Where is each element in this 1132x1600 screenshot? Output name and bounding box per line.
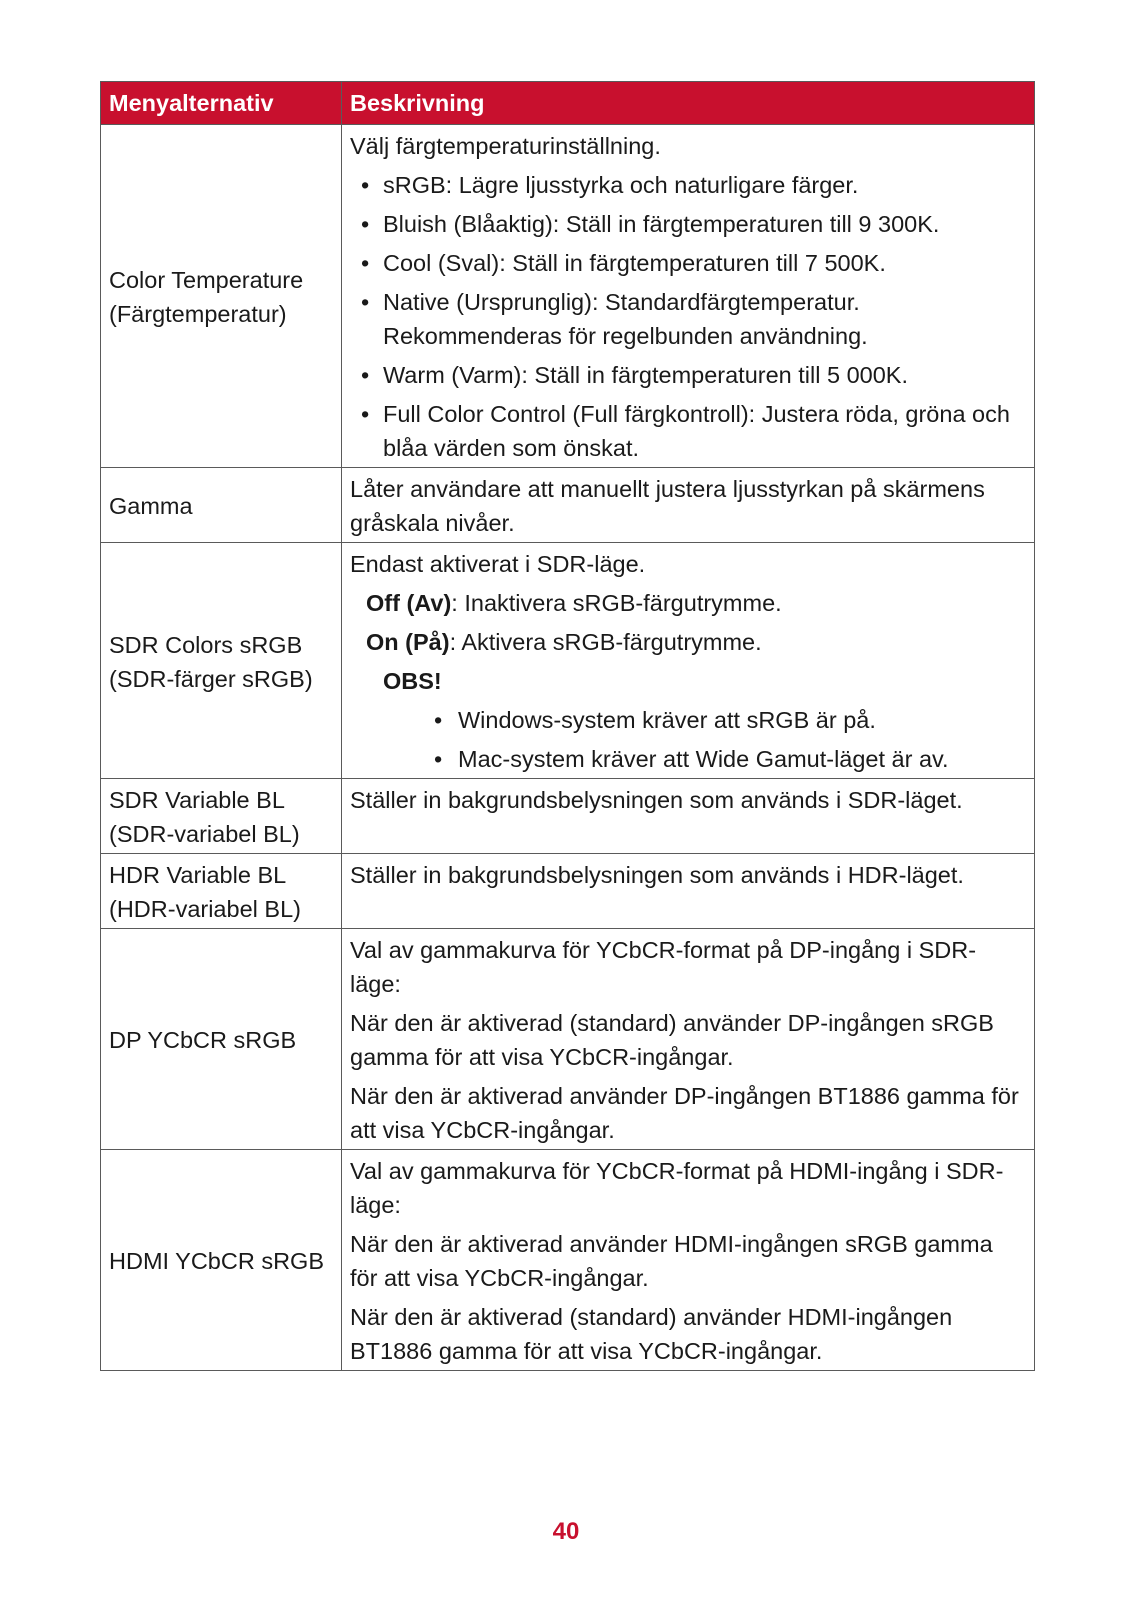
header-menu-item: Menyalternativ xyxy=(101,82,342,125)
list-item: • Windows-system kräver att sRGB är på. xyxy=(350,703,1026,737)
list-item: • sRGB: Lägre ljusstyrka och naturligare färger. xyxy=(350,168,1026,202)
header-description: Beskrivning xyxy=(342,82,1035,125)
row-desc-sdr-variable-bl: Ställer in bakgrundsbelysningen som används i SDR-läget. xyxy=(342,779,1035,854)
paragraph: Val av gammakurva för YCbCR-format på DP-ingång i SDR-läge: xyxy=(350,937,977,997)
paragraph: När den är aktiverad använder DP-ingången BT1886 gamma för att visa YCbCR-ingångar. xyxy=(350,1083,1019,1143)
row-desc-hdmi-ycbcr-srgb xyxy=(342,1150,1035,1371)
option-off: Off (Av): Inaktivera sRGB-färgutrymme. xyxy=(366,590,782,616)
paragraph: När den är aktiverad (standard) använder HDMI-ingången BT1886 gamma för att visa YCbCR-ingångar. xyxy=(350,1304,953,1364)
list-item: • Mac-system kräver att Wide Gamut-läget är av. xyxy=(350,742,1026,776)
row-desc-dp-ycbcr-srgb xyxy=(342,929,1035,1150)
note-label: OBS! xyxy=(383,668,442,694)
table-row xyxy=(101,543,1035,779)
paragraph: Val av gammakurva för YCbCR-format på HDMI-ingång i SDR-läge: xyxy=(350,1158,1004,1218)
row-name-hdmi-ycbcr-srgb: HDMI YCbCR sRGB xyxy=(101,1150,342,1371)
intro-text: Endast aktiverat i SDR-läge. xyxy=(350,551,646,577)
table-row xyxy=(101,125,1035,468)
row-name-gamma: Gamma xyxy=(101,468,342,543)
table-header-row xyxy=(101,82,1035,125)
list-item: • Bluish (Blåaktig): Ställ in färgtemperaturen till 9 300K. xyxy=(350,207,1026,241)
table-row xyxy=(101,929,1035,1150)
list-item: • Full Color Control (Full färgkontroll): Justera röda, gröna och blåa värden som önskat. xyxy=(350,397,1026,465)
row-name-sdr-variable-bl: SDR Variable BL (SDR-variabel BL) xyxy=(101,779,342,854)
bullet-list xyxy=(350,168,1026,465)
option-on: On (På): Aktivera sRGB-färgutrymme. xyxy=(366,629,762,655)
row-desc-hdr-variable-bl: Ställer in bakgrundsbelysningen som används i HDR-läget. xyxy=(342,854,1035,929)
row-name-sdr-colors-srgb: SDR Colors sRGB (SDR-färger sRGB) xyxy=(101,543,342,779)
note-bullet-list xyxy=(350,703,1026,776)
list-item: • Native (Ursprunglig): Standardfärgtemperatur. Rekommenderas för regelbunden användning. xyxy=(350,285,1026,353)
list-item: • Warm (Varm): Ställ in färgtemperaturen till 5 000K. xyxy=(350,358,1026,392)
row-desc-color-temperature xyxy=(342,125,1035,468)
list-item: • Cool (Sval): Ställ in färgtemperaturen till 7 500K. xyxy=(350,246,1026,280)
row-name-hdr-variable-bl: HDR Variable BL (HDR-variabel BL) xyxy=(101,854,342,929)
page-number: 40 xyxy=(552,1518,580,1545)
table-row xyxy=(101,854,1035,929)
row-name-dp-ycbcr-srgb: DP YCbCR sRGB xyxy=(101,929,342,1150)
row-name-color-temperature: Color Temperature (Färgtemperatur) xyxy=(101,125,342,468)
table-row xyxy=(101,779,1035,854)
table-row xyxy=(101,1150,1035,1371)
paragraph: När den är aktiverad använder HDMI-ingången sRGB gamma för att visa YCbCR-ingångar. xyxy=(350,1231,993,1291)
table-row xyxy=(101,468,1035,543)
row-desc-gamma: Låter användare att manuellt justera ljusstyrkan på skärmens gråskala nivåer. xyxy=(342,468,1035,543)
intro-text: Välj färgtemperaturinställning. xyxy=(350,133,661,159)
menu-table xyxy=(100,81,1035,1371)
row-desc-sdr-colors-srgb xyxy=(342,543,1035,779)
paragraph: När den är aktiverad (standard) använder DP-ingången sRGB gamma för att visa YCbCR-ingångar. xyxy=(350,1010,994,1070)
